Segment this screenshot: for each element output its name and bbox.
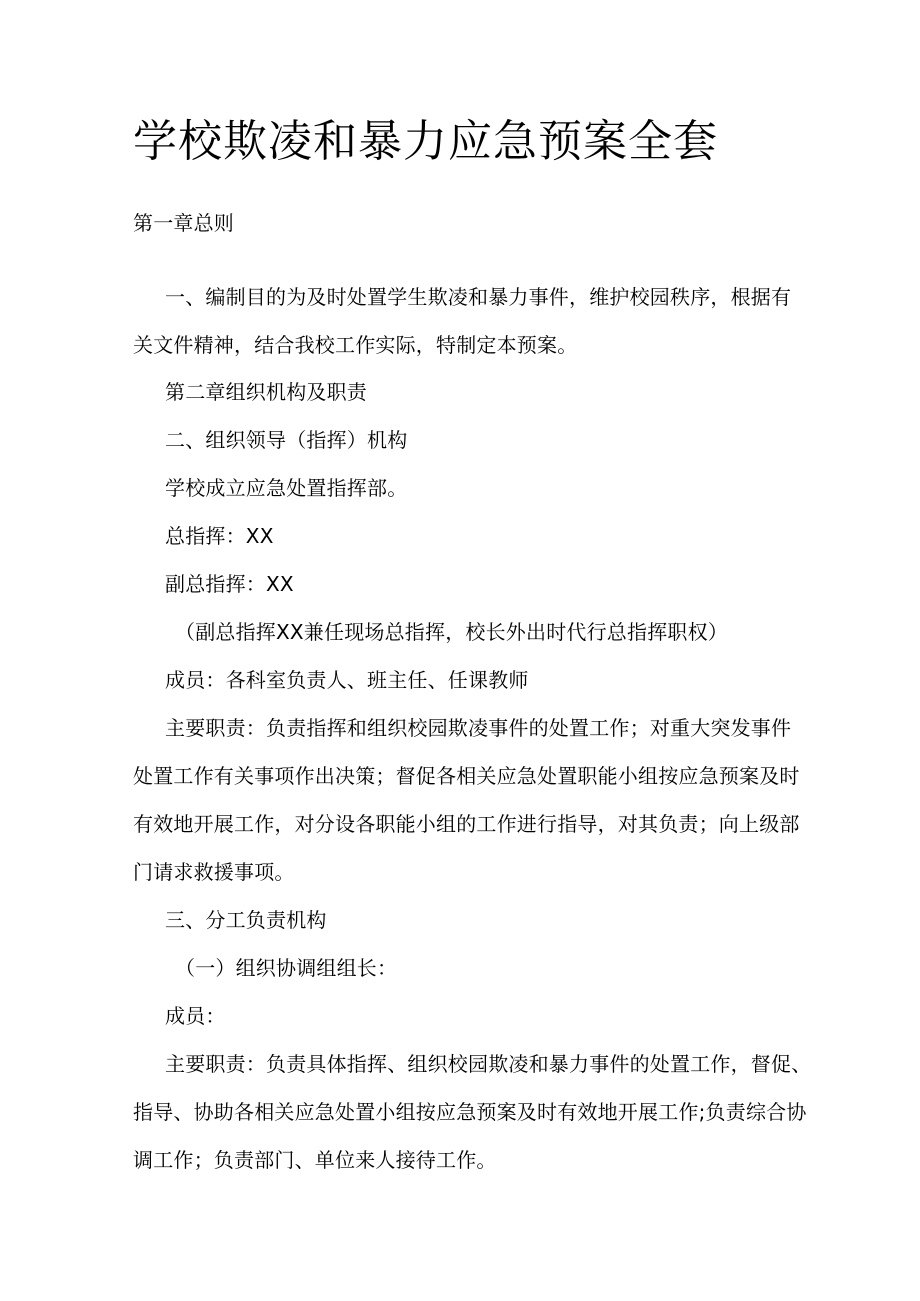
duties-1-line-3: 有效地开展工作，对分设各职能小组的工作进行指导，对其负责；向上级部 bbox=[133, 812, 800, 836]
duties-1-line-4: 门请求救援事项。 bbox=[133, 860, 295, 884]
document-title: 学校欺凌和暴力应急预案全套 bbox=[133, 116, 718, 167]
purpose-paragraph-line-1: 一、编制目的为及时处置学生欺凌和暴力事件，维护校园秩序，根据有 bbox=[165, 285, 792, 309]
duties-2-line-3: 调工作；负责部门、单位来人接待工作。 bbox=[133, 1148, 497, 1172]
section-3-heading: 三、分工负责机构 bbox=[165, 908, 327, 932]
duties-2-line-2: 指导、协助各相关应急处置小组按应急预案及时有效地开展工作;负责综合协 bbox=[133, 1100, 807, 1124]
group-1-members-line: 成员： bbox=[165, 1004, 226, 1028]
deputy-commander-line: 副总指挥：XX bbox=[165, 572, 294, 596]
purpose-paragraph-line-2: 关文件精神，结合我校工作实际，特制定本预案。 bbox=[133, 333, 578, 357]
chapter-1-heading: 第一章总则 bbox=[133, 211, 234, 235]
group-1-heading: （一）组织协调组组长： bbox=[175, 956, 398, 980]
chapter-2-heading: 第二章组织机构及职责 bbox=[165, 380, 367, 404]
section-2-heading: 二、组织领导（指挥）机构 bbox=[165, 428, 408, 452]
commander-line: 总指挥：XX bbox=[165, 524, 274, 548]
members-line: 成员：各科室负责人、班主任、任课教师 bbox=[165, 668, 529, 692]
duties-1-line-1: 主要职责：负责指挥和组织校园欺凌事件的处置工作；对重大突发事件 bbox=[165, 716, 792, 740]
duties-1-line-2: 处置工作有关事项作出决策；督促各相关应急处置职能小组按应急预案及时 bbox=[133, 764, 800, 788]
duties-2-line-1: 主要职责：负责具体指挥、组织校园欺凌和暴力事件的处置工作，督促、 bbox=[165, 1052, 812, 1076]
establish-statement: 学校成立应急处置指挥部。 bbox=[165, 476, 408, 500]
deputy-note-line: （副总指挥XX兼任现场总指挥，校长外出时代行总指挥职权） bbox=[175, 620, 729, 644]
